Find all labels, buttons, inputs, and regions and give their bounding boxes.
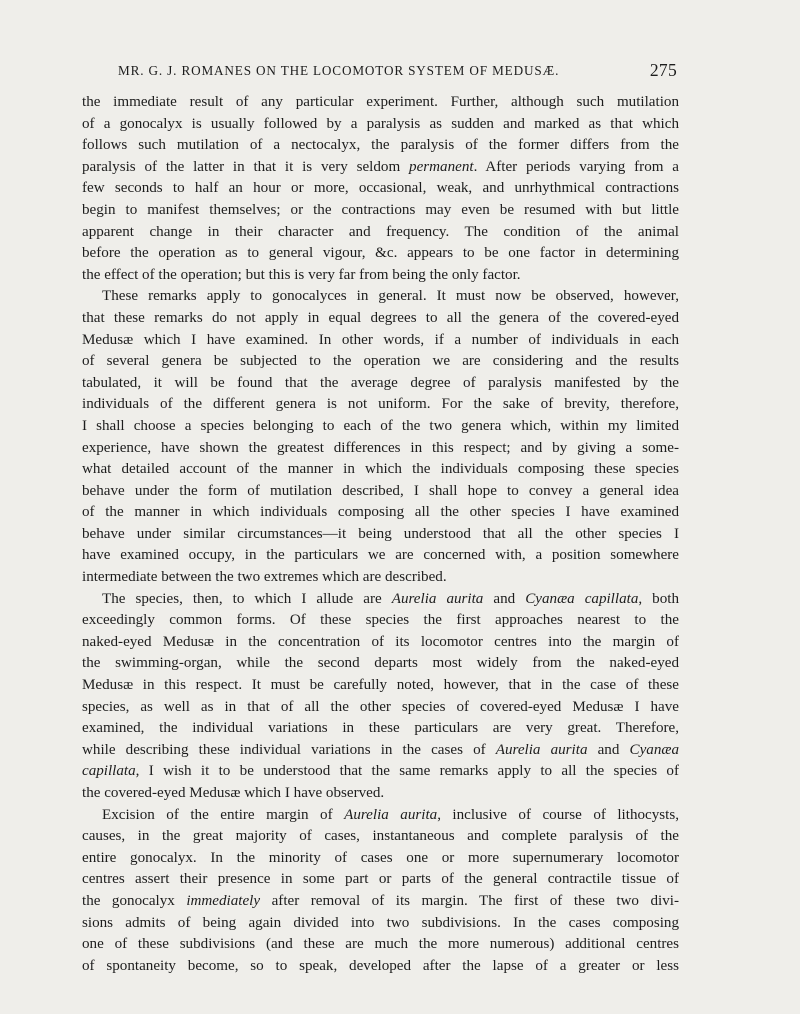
text-segment: of spontaneity become, so to speak, developed after the lapse of a greater or less — [82, 957, 679, 974]
text-line — [82, 675, 679, 697]
text-segment: intermediate between the two extremes which are described. — [82, 569, 447, 586]
text-line — [82, 243, 679, 265]
text-line — [82, 956, 679, 978]
text-segment: , inclusive of course of lithocysts, — [437, 806, 679, 823]
text-line — [82, 114, 679, 136]
text-line — [82, 869, 679, 891]
text-line — [82, 718, 679, 740]
text-segment: experience, have shown the greatest differences in this respect; and by giving a some- — [82, 439, 679, 456]
text-segment: These remarks apply to gonocalyces in general. It must now be observed, however, — [102, 288, 679, 305]
text-segment: after removal of its margin. The first of these two divi- — [260, 892, 679, 909]
text-line — [82, 373, 679, 395]
page-number: 275 — [649, 60, 677, 80]
italic-term: Aurelia aurita — [344, 806, 438, 823]
running-title: MR. G. J. ROMANES ON THE LOCOMOTOR SYSTEM OF MEDUSÆ. — [118, 63, 560, 78]
body-text — [82, 92, 679, 977]
text-segment: the gonocalyx — [82, 892, 187, 909]
text-segment: sions admits of being again divided into two subdivisions. In the cases composing — [82, 914, 679, 931]
text-segment: behave under the form of mutilation described, I shall hope to convey a general idea — [82, 482, 679, 499]
text-segment: the covered-eyed Medusæ which I have observed. — [82, 785, 385, 801]
text-line — [82, 567, 679, 589]
text-segment: causes, in the great majority of cases, instantaneous and complete paralysis of the — [82, 828, 679, 845]
text-segment: , I wish it to be understood that the same remarks apply to all the species of — [135, 763, 679, 780]
text-segment: I shall choose a species belonging to each of the two genera which, within my limited — [82, 417, 679, 434]
text-line — [82, 653, 679, 675]
text-segment: centres assert their presence in some part or parts of the general contractile tissue of — [82, 871, 679, 888]
text-line — [82, 351, 679, 373]
running-head — [82, 60, 677, 82]
text-segment: paralysis of the latter in that it is very seldom — [82, 158, 410, 175]
text-line — [82, 891, 679, 913]
text-line — [82, 459, 679, 481]
text-line — [82, 481, 679, 503]
text-line — [82, 416, 679, 438]
text-segment: exceedingly common forms. Of these species the first approaches nearest to the — [82, 612, 679, 629]
text-line — [82, 394, 679, 416]
text-line — [82, 913, 679, 935]
italic-term: capillata — [82, 763, 136, 780]
text-segment: individuals of the different genera is not uniform. For the sake of brevity, therefore, — [82, 396, 679, 413]
text-line — [82, 848, 679, 870]
text-line — [82, 761, 679, 783]
text-segment: species, as well as in that of all the other species of covered-eyed Medusæ I have — [82, 698, 679, 715]
text-segment: . After periods varying from a — [473, 158, 679, 175]
text-line — [82, 934, 679, 956]
text-segment: apparent change in their character and frequency. The condition of the animal — [82, 223, 679, 240]
text-segment: few seconds to half an hour or more, occasional, weak, and unrhythmical contractions — [82, 180, 679, 197]
text-segment: and — [587, 741, 630, 758]
text-line — [82, 438, 679, 460]
text-segment: have examined occupy, in the particulars we are concerned with, a position somewhere — [82, 547, 679, 564]
text-segment: the immediate result of any particular experiment. Further, although such mutilation — [82, 94, 679, 110]
text-line — [82, 200, 679, 222]
text-segment: and — [483, 590, 526, 607]
text-line — [82, 545, 679, 567]
text-line — [82, 632, 679, 654]
text-segment: the effect of the operation; but this is very far from being the only factor. — [82, 266, 521, 283]
text-segment: The species, then, to which I allude are — [102, 590, 392, 607]
italic-term: permanent — [409, 158, 474, 175]
text-line — [82, 783, 679, 805]
text-line — [82, 805, 679, 827]
text-line — [82, 308, 679, 330]
italic-term: Cyanæa — [629, 741, 679, 758]
text-segment: examined, the individual variations in these particulars are very great. Therefore, — [82, 720, 679, 737]
text-line — [82, 610, 679, 632]
text-line — [82, 265, 679, 287]
italic-term: Aurelia aurita — [391, 590, 484, 607]
text-line — [82, 697, 679, 719]
text-segment: of the manner in which individuals composing all the other species I have examined — [82, 504, 679, 521]
text-segment: begin to manifest themselves; or the contractions may even be resumed with but little — [82, 201, 679, 218]
text-line — [82, 740, 679, 762]
text-segment: that these remarks do not apply in equal degrees to all the genera of the covered-eyed — [82, 309, 679, 326]
text-line — [82, 92, 679, 114]
text-line — [82, 222, 679, 244]
text-segment: Medusæ which I have examined. In other words, if a number of individuals in each — [82, 331, 679, 348]
text-segment: entire gonocalyx. In the minority of cases one or more supernumerary locomotor — [82, 849, 679, 866]
text-line — [82, 330, 679, 352]
text-segment: naked-eyed Medusæ in the concentration of its locomotor centres into the margin of — [82, 633, 679, 650]
italic-term: immediately — [186, 892, 261, 909]
italic-term: Aurelia aurita — [495, 741, 588, 758]
text-segment: of several genera be subjected to the operation we are considering and the results — [82, 353, 679, 370]
text-segment: behave under similar circumstances—it being understood that all the other species I — [82, 525, 679, 542]
text-line — [82, 135, 679, 157]
text-segment: Excision of the entire margin of — [102, 806, 345, 823]
text-line — [82, 589, 679, 611]
text-segment: , both — [638, 590, 679, 607]
text-line — [82, 524, 679, 546]
text-segment: tabulated, it will be found that the average degree of paralysis manifested by the — [82, 374, 679, 391]
text-line — [82, 286, 679, 308]
text-segment: before the operation as to general vigour, &c. appears to be one factor in determining — [82, 245, 679, 262]
text-segment: Medusæ in this respect. It must be carefully noted, however, that in the case of these — [82, 677, 679, 694]
text-segment: what detailed account of the manner in which the individuals composing these species — [82, 461, 679, 478]
text-line — [82, 502, 679, 524]
text-line — [82, 178, 679, 200]
text-segment: while describing these individual variations in the cases of — [82, 741, 496, 758]
text-segment: of a gonocalyx is usually followed by a paralysis as sudden and marked as that which — [82, 115, 679, 132]
italic-term: Cyanæa capillata — [525, 590, 639, 607]
text-segment: the swimming-organ, while the second departs most widely from the naked-eyed — [82, 655, 679, 672]
text-segment: one of these subdivisions (and these are much the more numerous) additional centres — [82, 936, 679, 953]
text-line — [82, 157, 679, 179]
text-segment: follows such mutilation of a nectocalyx, the paralysis of the former differs from the — [82, 137, 679, 154]
text-line — [82, 826, 679, 848]
